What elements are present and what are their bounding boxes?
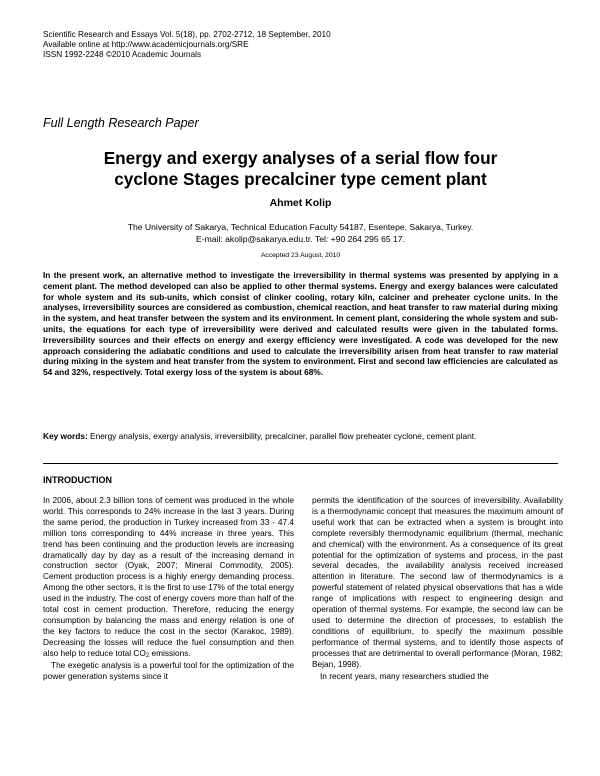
journal-issn: ISSN 1992-2248 ©2010 Academic Journals <box>43 50 202 59</box>
keywords-text: Energy analysis, exergy analysis, irreversibility, precalciner, parallel flow preheater cyclone, cement plant. <box>90 431 477 441</box>
left-paragraph-2: The exegetic analysis is a powerful tool for the optimization of the power generation systems since it <box>43 659 294 681</box>
title-line-1: Energy and exergy analyses of a serial flow four <box>103 148 498 168</box>
left-column <box>43 495 294 681</box>
keywords <box>43 431 558 442</box>
paper-type: Full Length Research Paper <box>43 116 199 130</box>
title-line-2: cyclone Stages precalciner type cement plant <box>114 169 487 189</box>
section-divider <box>43 463 558 464</box>
left-paragraph-1-text: In 2006, about 2.3 billion tons of cement was produced in the whole world. This corresponds to 24% increase in the last 3 years. During the same period, the production in Turkey increased from 33 - 47.4 million tons corresponding to 44% increase in three years. This trend has been continuing and the production levels are increasing dramatically day by day as a result of the increasing demand in construction sector (Oyak, 2007; Mineral Commodity, 2005). Cement production process is a highly energy demanding process. Among the other sectors, it is the first to use 17% of the total energy used in the industry. The cost of energy covers more than half of the total cost in cement production. Therefore, reducing the energy consumption by balancing the mass and energy relation is one of the key factors to reduce the cost in the sector (Karakoc, 1989). Decreasing the losses will reduce the fuel consumption and then also help to reduce total CO <box>43 495 294 658</box>
left-paragraph-1-end: emissions. <box>149 647 191 658</box>
affiliation-address: The University of Sakarya, Technical Education Faculty 54187, Esentepe, Sakarya, Turkey. <box>127 222 474 232</box>
right-paragraph-1: permits the identification of the sources of irreversibility. Availability is a thermodynamic concept that measures the maximum amount of useful work that can be extracted when a system is brought into complete reversibly thermodynamic equilibrium (thermal, mechanic and chemical) with the environment. As a consequence of its great potential for the optimization of systems and process, in the past several decades, the availability analysis received increased attention in literature. The second law of thermodynamics is a powerful statement of related physical observations that has a wide range of implications with respect to engineering design and operation of thermal systems. For example, the second law can be used to determine the direction of processes, to establish the conditions of equilibrium, to specify the maximum possible performance of thermal systems, and to identify those aspects of processes that are detrimental to overall performance (Moran, 1982; Bejan, 1998). <box>312 495 563 669</box>
journal-availability: Available online at http://www.academicjournals.org/SRE <box>43 40 249 49</box>
section-heading: INTRODUCTION <box>43 475 112 485</box>
journal-citation: Scientific Research and Essays Vol. 5(18), pp. 2702-2712, 18 September, 2010 <box>43 30 331 39</box>
accepted-date: Accepted 23 August, 2010 <box>260 252 341 259</box>
paper-title <box>43 148 558 190</box>
keywords-label: Key words: <box>43 431 88 441</box>
left-paragraph-1 <box>43 495 294 659</box>
author-name: Ahmet Kolip <box>269 197 332 209</box>
co2-subscript: 2 <box>145 652 150 659</box>
abstract: In the present work, an alternative method to investigate the irreversibility in thermal systems was presented by applying in a cement plant. The method developed can also be applied to other thermal systems. Energy and exergy balances were calculated for whole system and its sub-units, which consist of clinker cooling, rotary kiln, calciner and preheater cyclone units. In the analyses, irreversibility sources are considered as combustion, chemical reaction, and heat transfer to raw material during mixing in the system, and heat transfer between the system and its environment. In cement plant, considering the whole system and sub-units, the equations for each type of irreversibility were derived and calculated results were given in the tabulated forms. Irreversibility sources and their effects on energy and exergy efficiency were investigated. A code was developed for the new approach considering the adiabatic conditions and used to calculate the irreversibility arisen from heat transfer to raw material during mixing in the system and heat transfer from the system to environment. First and second law efficiencies are calculated as 54 and 32%, respectively. Total exergy loss of the system is about 68%. <box>43 270 558 378</box>
affiliation-contact: E-mail: akolip@sakarya.edu.tr. Tel: +90 264 295 65 17. <box>196 234 405 244</box>
journal-header <box>43 30 331 60</box>
right-paragraph-2: In recent years, many researchers studied the <box>320 670 489 681</box>
author-affiliation <box>43 221 558 245</box>
right-column <box>312 495 563 681</box>
